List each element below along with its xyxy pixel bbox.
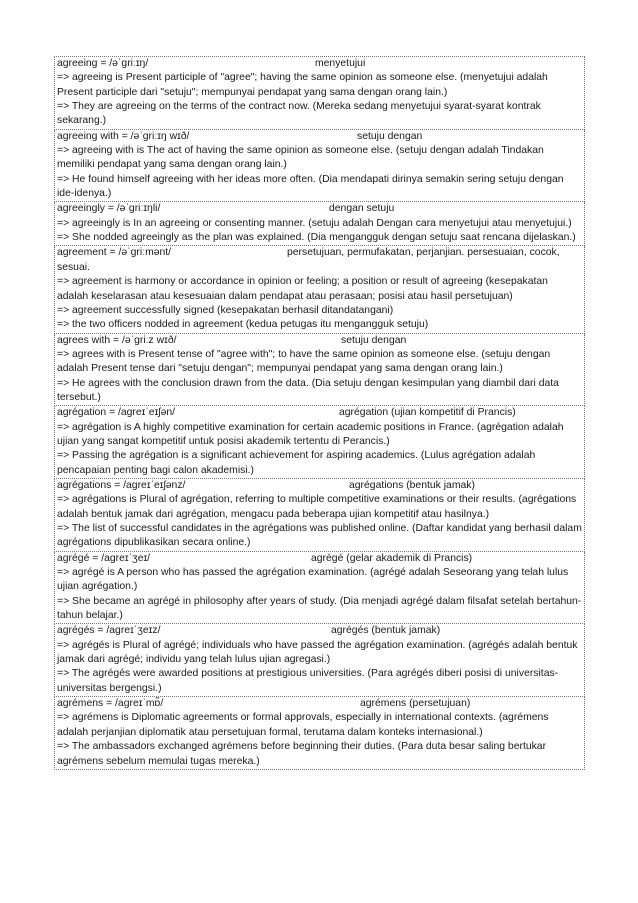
entry-headword-row <box>57 130 582 144</box>
definition-line: => agrémens is Diplomatic agreements or formal approvals, especially in international contexts. (agrémens adalah perjanjian diplomatik atau persetujuan formal, terutama dalam konteks internasional.) <box>57 712 549 738</box>
translation: setuju dengan <box>341 334 407 346</box>
definition-line: => agrees with is Present tense of "agree with"; to have the same opinion as someone else. (setuju dengan adalah Present tense dari "setuju dengan"; mempunyai pendapat yang sama dengan orang lain.) <box>57 348 551 375</box>
entry-headword-row <box>57 479 582 493</box>
translation: agrégés (bentuk jamak) <box>331 625 441 637</box>
dictionary-entry <box>54 246 585 333</box>
definition-line: => agrégé is A person who has passed the agrégation examination. (agrégé adalah Seseorang yang telah lulus ujian agrégation.) <box>57 567 569 593</box>
dictionary-entry <box>54 334 585 407</box>
dictionary-entry <box>54 552 585 625</box>
dictionary-entry <box>54 406 585 479</box>
headword-pronunciation: agreeing with = /əˈɡriːɪŋ wɪð/ <box>57 130 190 142</box>
definition-line: => agrégés is Plural of agrégé; individuals who have passed the agrégation examination. (agrégés adalah bentuk jamak dari agrégé; individu yang telah lulus ujian agregasi.) <box>57 639 578 666</box>
example-line: => Passing the agrégation is a significant achievement for aspiring academics. (Lulus agrégation adalah pencapaian penting bagi calon akademisi.) <box>57 450 536 476</box>
dictionary-entry <box>54 202 585 246</box>
entry-headword-row <box>57 334 582 348</box>
entry-headword-row <box>57 552 582 566</box>
headword-pronunciation: agrees with = /əˈɡriːz wɪð/ <box>57 334 177 346</box>
dictionary-entry <box>54 56 585 130</box>
example-line: => He agrees with the conclusion drawn from the data. (Dia setuju dengan kesimpulan yang diambil dari data tersebut.) <box>57 377 559 403</box>
entry-headword-row <box>57 406 582 420</box>
headword-pronunciation: agrémens = /aɡreɪˈmɒ̃/ <box>57 698 164 710</box>
translation: agrégation (ujian kompetitif di Prancis) <box>339 407 516 419</box>
translation: persetujuan, permufakatan, perjanjian. persesuaian, cocok, sesuai. <box>57 247 560 273</box>
example-line: => The agrégés were awarded positions at prestigious universities. (Para agrégés diberi posisi di universitas-universitas bergengsi.) <box>57 668 559 694</box>
headword-pronunciation: agrégé = /aɡreɪˈʒeɪ/ <box>57 552 151 564</box>
example-line: => They are agreeing on the terms of the contract now. (Mereka sedang menyetujui syarat-syarat kontrak sekarang.) <box>57 101 541 127</box>
example-line: => agreement is harmony or accordance in opinion or feeling; a position or result of agreeing (kesepakatan adalah keselarasan atau kesesuaian dalam pendapat atau perasaan; posisi atau hasil persetujuan) <box>57 276 548 302</box>
entry-headword-row <box>57 624 582 638</box>
dictionary-entry <box>54 130 585 203</box>
definition-line: => agreeing is Present participle of "agree"; having the same opinion as someone else. (menyetujui adalah Present participle dari "setuju"; mempunyai pendapat yang sama dengan orang lain.) <box>57 72 548 98</box>
example-line: => the two officers nodded in agreement (kedua petugas itu mengangguk setuju) <box>57 319 429 331</box>
headword-pronunciation: agreeingly = /əˈɡriːɪŋli/ <box>57 203 161 215</box>
dictionary-entry <box>54 479 585 552</box>
dictionary-entry <box>54 624 585 697</box>
example-line: => The ambassadors exchanged agrémens before beginning their duties. (Para duta besar saling bertukar agrémens sebelum memulai tugas mereka.) <box>57 741 547 767</box>
headword-pronunciation: agrégation = /aɡreɪˈeɪʃən/ <box>57 407 176 419</box>
definition-line: => agreeing with is The act of having the same opinion as someone else. (setuju dengan adalah Tindakan memiliki pendapat yang sama dengan orang lain.) <box>57 145 544 171</box>
entry-headword-row <box>57 697 582 711</box>
dictionary-entry <box>54 697 585 770</box>
translation: agrégé (gelar akademik di Prancis) <box>311 552 473 564</box>
entry-headword-row <box>57 57 582 71</box>
dictionary-page <box>54 56 585 770</box>
definition-line: => agrégation is A highly competitive examination for certain academic positions in France. (agrégation adalah ujian yang sangat kompetitif untuk posisi akademik tertentu di Perancis.) <box>57 421 564 447</box>
example-line: => She became an agrégé in philosophy after years of study. (Dia menjadi agrégé dalam filsafat setelah bertahun-tahun belajar.) <box>57 595 582 622</box>
entry-headword-row <box>57 202 582 216</box>
headword-pronunciation: agrégations = /aɡreɪˈeɪʃənz/ <box>57 479 186 491</box>
translation: agrémens (persetujuan) <box>360 698 471 710</box>
example-line: => He found himself agreeing with her ideas more often. (Dia mendapati dirinya semakin sering setuju dengan ide-idenya.) <box>57 173 564 200</box>
example-line: => agreement successfully signed (kesepakatan berhasil ditandatangani) <box>57 304 394 316</box>
definition-line: => agreeingly is In an agreeing or consenting manner. (setuju adalah Dengan cara menyetujui atau menyetujui.) <box>57 217 572 229</box>
translation: dengan setuju <box>329 203 395 215</box>
headword-pronunciation: agrégés = /aɡreɪˈʒeɪz/ <box>57 625 161 637</box>
example-line: => She nodded agreeingly as the plan was explained. (Dia mengangguk dengan setuju saat rencana dijelaskan.) <box>57 232 576 244</box>
translation: menyetujui <box>315 58 366 69</box>
headword-pronunciation: agreement = /əˈɡriːmənt/ <box>57 247 172 259</box>
example-line: => The list of successful candidates in the agrégations was published online. (Daftar kandidat yang berhasil dalam agrégations dipublikasikan secara online.) <box>57 523 582 549</box>
entry-headword-row <box>57 246 582 275</box>
definition-line: => agrégations is Plural of agrégation, referring to multiple competitive examinations or their results. (agrégations adalah bentuk jamak dari agrégation, mengacu pada beberapa ujian kompetitif atau hasilnya.) <box>57 494 577 520</box>
translation: setuju dengan <box>357 130 423 142</box>
headword-pronunciation: agreeing = /əˈɡriːɪŋ/ <box>57 58 149 69</box>
translation: agrégations (bentuk jamak) <box>349 479 475 491</box>
